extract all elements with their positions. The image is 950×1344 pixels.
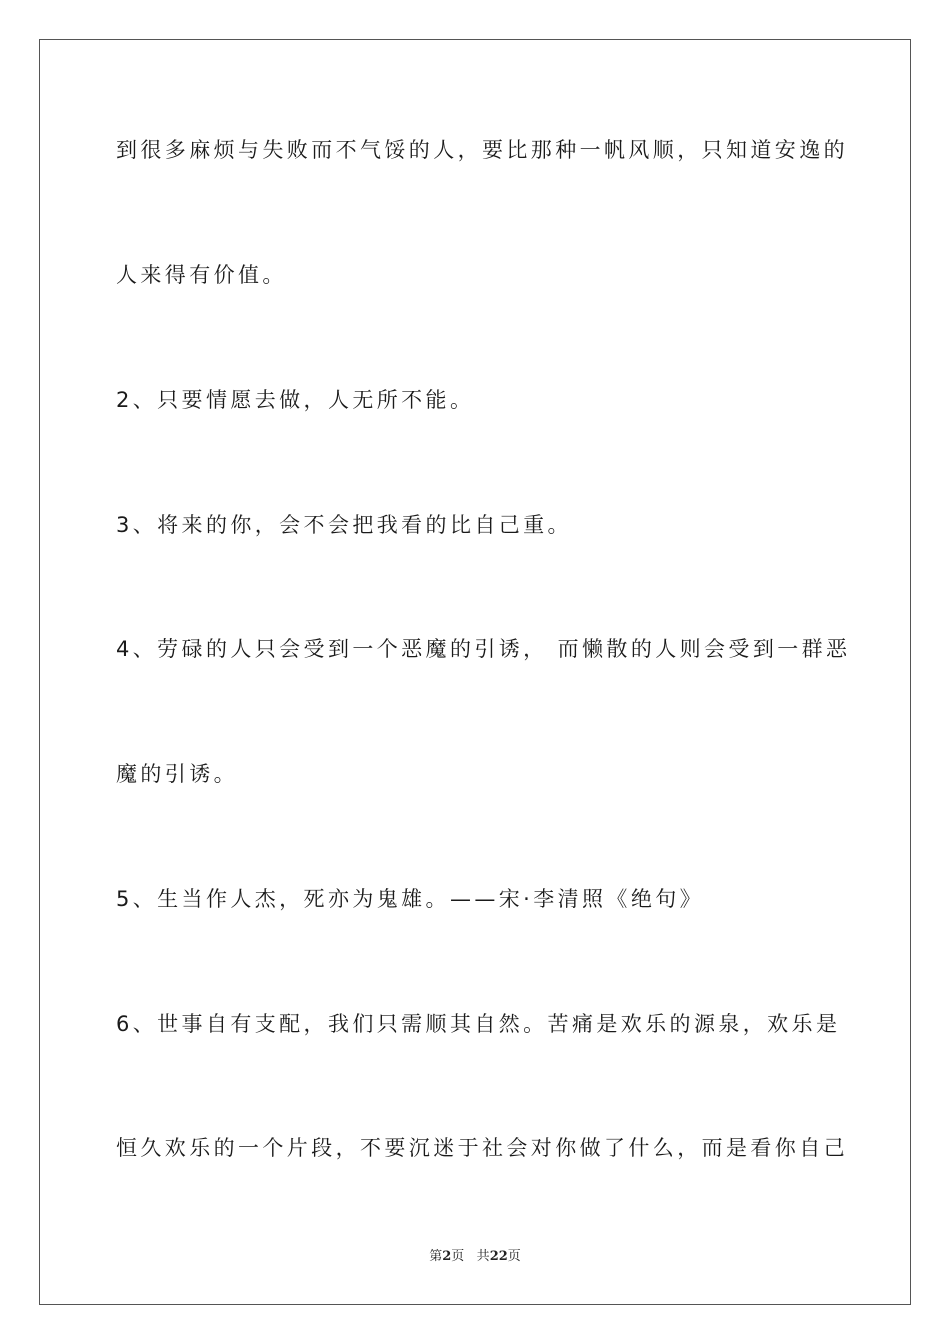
text-line: 6、世事自有支配，我们只需顺其自然。苦痛是欢乐的源泉，欢乐是 xyxy=(116,1012,841,1036)
total-suffix: 页 xyxy=(507,1249,521,1264)
page-number: 2 xyxy=(442,1249,452,1264)
text-line: 到很多麻烦与失败而不气馁的人，要比那种一帆风顺，只知道安逸的 xyxy=(116,138,848,162)
text-line: 2、只要情愿去做，人无所不能。 xyxy=(116,388,475,412)
text-line: 3、将来的你，会不会把我看的比自己重。 xyxy=(116,513,572,537)
text-line: 4、劳碌的人只会受到一个恶魔的引诱， 而懒散的人则会受到一群恶 xyxy=(116,637,851,661)
page-suffix: 页 xyxy=(451,1249,465,1264)
total-pages: 22 xyxy=(489,1249,508,1264)
text-line: 恒久欢乐的一个片段，不要沉迷于社会对你做了什么，而是看你自己 xyxy=(116,1136,848,1160)
total-prefix: 共 xyxy=(476,1249,490,1264)
page-footer xyxy=(0,1248,950,1266)
text-line: 人来得有价值。 xyxy=(116,263,287,287)
text-line: 魔的引诱。 xyxy=(116,762,238,786)
page-prefix: 第 xyxy=(429,1249,443,1264)
page-border xyxy=(39,39,911,1305)
text-line: 5、生当作人杰，死亦为鬼雄。——宋·李清照《绝句》 xyxy=(116,887,705,911)
